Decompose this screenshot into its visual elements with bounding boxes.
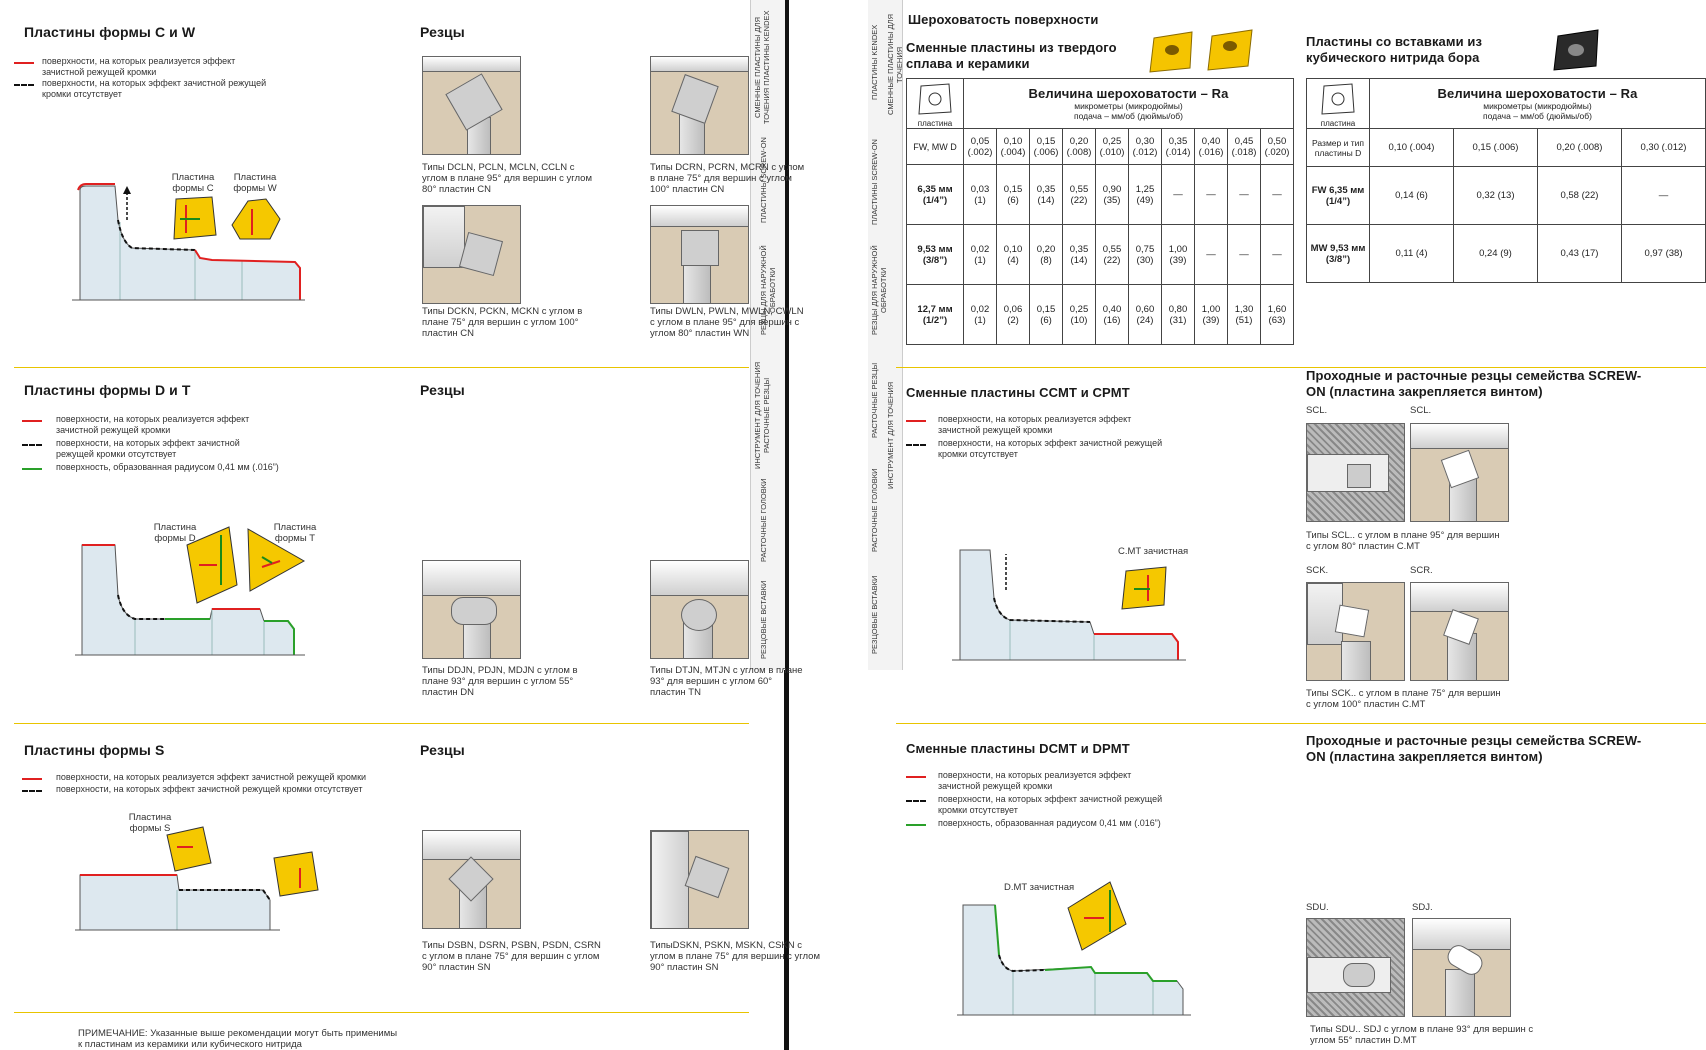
tab-r-turning-2[interactable]: ИНСТРУМЕНТ ДЛЯ ТОЧЕНИЯ [886,381,895,489]
label-insert-s: Пластина формы S [128,812,172,834]
insert-diagram-icon [915,82,955,116]
legend-dcmt: поверхности, на которых реализуется эффект зачистной режущей кромки поверхности, на которых эффект зачистной режущей кромки отсутствует поверхность, образованная радиусом 0,41 мм (.016”) [906,770,1206,830]
legend-cw: поверхности, на которых реализуется эффект зачистной режущей кромки поверхности, на которых эффект зачистной режущей кромки отсутствует [14,56,274,96]
table1-col-label: FW, MW D [907,129,964,165]
section-title-dcmt: Сменные пластины DCMT и DPMT [906,741,1130,756]
tool-ddjn [422,560,521,659]
table1-title: Величина шероховатости – Ra [1028,86,1229,101]
tab-boring[interactable]: ИНСТРУМЕНТ ДЛЯ ТОЧЕНИЯ РАСТОЧНЫЕ РЕЗЦЫ [753,361,771,469]
label-cmt: C.MT зачистная [1118,546,1189,557]
cutters-heading-1: Резцы [420,24,465,40]
workpiece-diagram-dcmt [955,895,1195,1020]
table2-feed: подача – мм/об (дюймы/об) [1483,111,1592,121]
roughness-table-2: пластина Величина шероховатости – Ra микрометры (микродюймы) подача – мм/об (дюймы/об) Размер и тип пластины D 0,10 (.004) 0,15 (.006) 0,20 (.008) 0,30 (.012) FW 6,35 мм (1/4”) 0,14 (6) 0,32 (13) 0,58 (22) — MW 9,53 мм (3/8”) 0,11 (4) 0,24 (9) 0,43 (17) 0,97 (38) [1306,78,1706,283]
label-dmt: D.MT зачистная [1004,882,1075,893]
label-scl-1: SCL. [1306,405,1328,416]
separator-3 [14,1012,749,1013]
note: ПРИМЕЧАНИЕ: Указанные выше рекомендации могут быть применимы к пластинам из керамики или кубического нитрида [78,1028,398,1050]
cbn-insert-icon [1552,28,1602,74]
right-side-tabs [868,0,903,670]
tool-dcrn [650,56,749,155]
workpiece-diagram-s [75,865,285,935]
table2-title: Величина шероховатости – Ra [1437,86,1638,101]
tab-r-inserts[interactable]: РЕЗЦОВЫЕ ВСТАВКИ [870,575,879,655]
label-insert-d: Пластина формы D [153,522,197,544]
tool-dsbn [422,830,521,929]
table-row: 6,35 мм (1/4”) 0,03 (1) 0,15 (6) 0,35 (14) 0,55 (22) 0,90 (35) 1,25 (49) — — — — [907,165,1294,225]
carbide-title: Сменные пластины из твердого сплава и керамики [906,40,1117,71]
caption-dskn: ТипыDSKN, PSKN, MSKN, CSKN с углом в плане 75° для вершин с углом 90° пластин SN [650,940,820,973]
roughness-table-1: пластина Величина шероховатости – Ra микрометры (микродюймы) подача – мм/об (дюймы/об) FW, MW D 0,05 (.002) 0,10 (.004) 0,15 (.006) 0,20 (.008) 0,25 (.010) 0,30 (.012) 0,35 (.014) 0,40 (.016) 0,45 (.018) 0,50 (.020) 6,35 мм (1/4”) 0,03 (1) 0,15 (6) 0,35 (14) 0,55 (22) 0,90 (35) 1,25 (49) — — — — 9,53 мм (3/8”) 0,02 (1) 0,10 (4) 0,20 (8) 0,35 (14) 0,55 (22) 0,75 (30) 1,00 (39) — — — 12,7 мм (1/2”) 0,02 (1) 0,06 (2) 0,15 (6) 0,25 (10) 0,40 (16) 0,60 (24) 0,80 (31) 1,00 (39) 1,30 (51) 1,60 (63) [906,78,1294,345]
tool-dskn [650,830,749,929]
tool-dtjn [650,560,749,659]
right-header: Шероховатость поверхности [908,12,1099,27]
legend-dt: поверхности, на которых реализуется эффект зачистной режущей кромки поверхности, на которых эффект зачистной режущей кромки отсутствует поверхность, образованная радиусом 0,41 мм (.016”) [22,414,322,474]
tab-r-heads[interactable]: РАСТОЧНЫЕ ГОЛОВКИ [870,468,879,552]
workpiece-diagram-dt [70,535,310,660]
caption-scl: Типы SCL.. с углом в плане 95° для вершин с углом 80° пластин C.MT [1306,530,1500,552]
tool-dwln [650,205,749,304]
tab-r-screw-on[interactable]: ПЛАСТИНЫ SCREW-ON [870,139,879,226]
cutters-heading-2: Резцы [420,382,465,398]
caption-dckn: Типы DCKN, PCKN, MCKN с углом в плане 75° для вершин с углом 100° пластин CN [422,306,583,339]
caption-sck: Типы SCK.. с углом в плане 75° для вершин с углом 100° пластин C.MT [1306,688,1501,710]
caption-dwln: Типы DWLN, PWLN, MWLN, CWLN с углом в плане 95° для вершин с углом 80° пластин WN [650,306,804,339]
label-sdj: SDJ. [1412,902,1433,913]
table2-col-label: Размер и тип пластины D [1307,129,1370,167]
tab-screw-on[interactable]: ПЛАСТИНЫ SCREW-ON [759,137,768,223]
section-title-ccmt: Сменные пластины CCMT и CPMT [906,385,1130,400]
table2-sub: микрометры (микродюймы) [1483,101,1592,111]
section-title-s: Пластины формы S [24,742,165,758]
cutters-heading-3: Резцы [420,742,465,758]
tab-r-boring[interactable]: РАСТОЧНЫЕ РЕЗЦЫ [870,362,879,438]
label-insert-c: Пластина формы C [171,172,215,194]
tool-dckn [422,205,521,304]
label-insert-t: Пластина формы T [273,522,317,544]
tab-r-turning-1[interactable]: СМЕННЫЕ ПЛАСТИНЫ ДЛЯ ТОЧЕНИЯ [886,14,904,116]
tool-dcln [422,56,521,155]
carbide-insert-icon [1148,28,1258,76]
table-row: MW 9,53 мм (3/8”) 0,11 (4) 0,24 (9) 0,43 (17) 0,97 (38) [1307,225,1706,283]
plate-label-1: пластина [917,119,953,128]
tool-sck [1306,582,1405,681]
legend-s: поверхности, на которых реализуется эффект зачистной режущей кромки поверхности, на которых эффект зачистной режущей кромки отсутствует [22,772,422,798]
separator-r2 [896,723,1706,724]
tab-boring-heads[interactable]: РАСТОЧНЫЕ ГОЛОВКИ [759,478,768,562]
tab-inserts[interactable]: РЕЗЦОВЫЕ ВСТАВКИ [759,580,768,660]
tool-scl-2 [1410,423,1509,522]
workpiece-diagram-ccmt [950,540,1190,665]
insert-diagram-icon-2 [1318,82,1358,116]
separator-2 [14,723,749,724]
tab-external[interactable]: РЕЗЦЫ ДЛЯ НАРУЖНОЙ ОБРАБОТКИ [759,245,777,335]
cbn-title: Пластины со вставками из кубического нитрида бора [1306,34,1483,65]
label-insert-w: Пластина формы W [233,172,277,194]
caption-dtjn: Типы DTJN, MTJN с углом в плане 93° для вершин с углом 60° пластин TN [650,665,803,698]
screw-on-title-1: Проходные и расточные резцы семейства SCREW-ON (пластина закрепляется винтом) [1306,368,1642,399]
legend-ccmt: поверхности, на которых реализуется эффект зачистной режущей кромки поверхности, на которых эффект зачистной режущей кромки отсутствует [906,414,1186,464]
label-sdu: SDU. [1306,902,1329,913]
table-row: FW 6,35 мм (1/4”) 0,14 (6) 0,32 (13) 0,58 (22) — [1307,167,1706,225]
table-row: 12,7 мм (1/2”) 0,02 (1) 0,06 (2) 0,15 (6) 0,25 (10) 0,40 (16) 0,60 (24) 0,80 (31) 1,00 (39) 1,30 (51) 1,60 (63) [907,285,1294,345]
tool-scr [1410,582,1509,681]
label-scl-2: SCL. [1410,405,1432,416]
tool-sdj [1412,918,1511,1017]
caption-dsbn: Типы DSBN, DSRN, PSBN, PSDN, CSRN с углом в плане 75° для вершин с углом 90° пластин SN [422,940,601,973]
section-title-cw: Пластины формы C и W [24,24,196,40]
caption-sdu: Типы SDU.. SDJ с углом в плане 93° для вершин с углом 55° пластин D.MT [1310,1024,1534,1046]
label-sck: SCK. [1306,565,1329,576]
caption-ddjn: Типы DDJN, PDJN, MDJN с углом в плане 93° для вершин с углом 55° пластин DN [422,665,578,698]
table1-feed: подача – мм/об (дюймы/об) [1074,111,1183,121]
screw-on-title-2: Проходные и расточные резцы семейства SCREW-ON (пластина закрепляется винтом) [1306,733,1642,764]
tab-r-kendex[interactable]: ПЛАСТИНЫ KENDEX [870,24,879,101]
table1-sub: микрометры (микродюймы) [1074,101,1183,111]
caption-dcln: Типы DCLN, PCLN, MCLN, CCLN с углом в плане 95° для вершин с углом 80° пластин CN [422,162,592,195]
label-scr: SCR. [1410,565,1433,576]
tool-sdu [1306,918,1405,1017]
tab-r-external[interactable]: РЕЗЦЫ ДЛЯ НАРУЖНОЙ ОБРАБОТКИ [870,245,888,335]
section-title-dt: Пластины формы D и T [24,382,191,398]
separator-1 [14,367,749,368]
plate-label-2: пластина [1320,119,1356,128]
insert-w-icon [230,195,282,245]
table-row: 9,53 мм (3/8”) 0,02 (1) 0,10 (4) 0,20 (8) 0,35 (14) 0,55 (22) 0,75 (30) 1,00 (39) — — — [907,225,1294,285]
insert-c-icon [170,195,220,243]
tab-kendex[interactable]: СМЕННЫЕ ПЛАСТИНЫ ДЛЯ ТОЧЕНИЯ ПЛАСТИНЫ KENDEX [753,10,771,125]
caption-dcrn: Типы DCRN, PCRN, MCRN с углом в плане 75° для вершин с углом 100° пластин CN [650,162,805,195]
tool-scl-1 [1306,423,1405,522]
